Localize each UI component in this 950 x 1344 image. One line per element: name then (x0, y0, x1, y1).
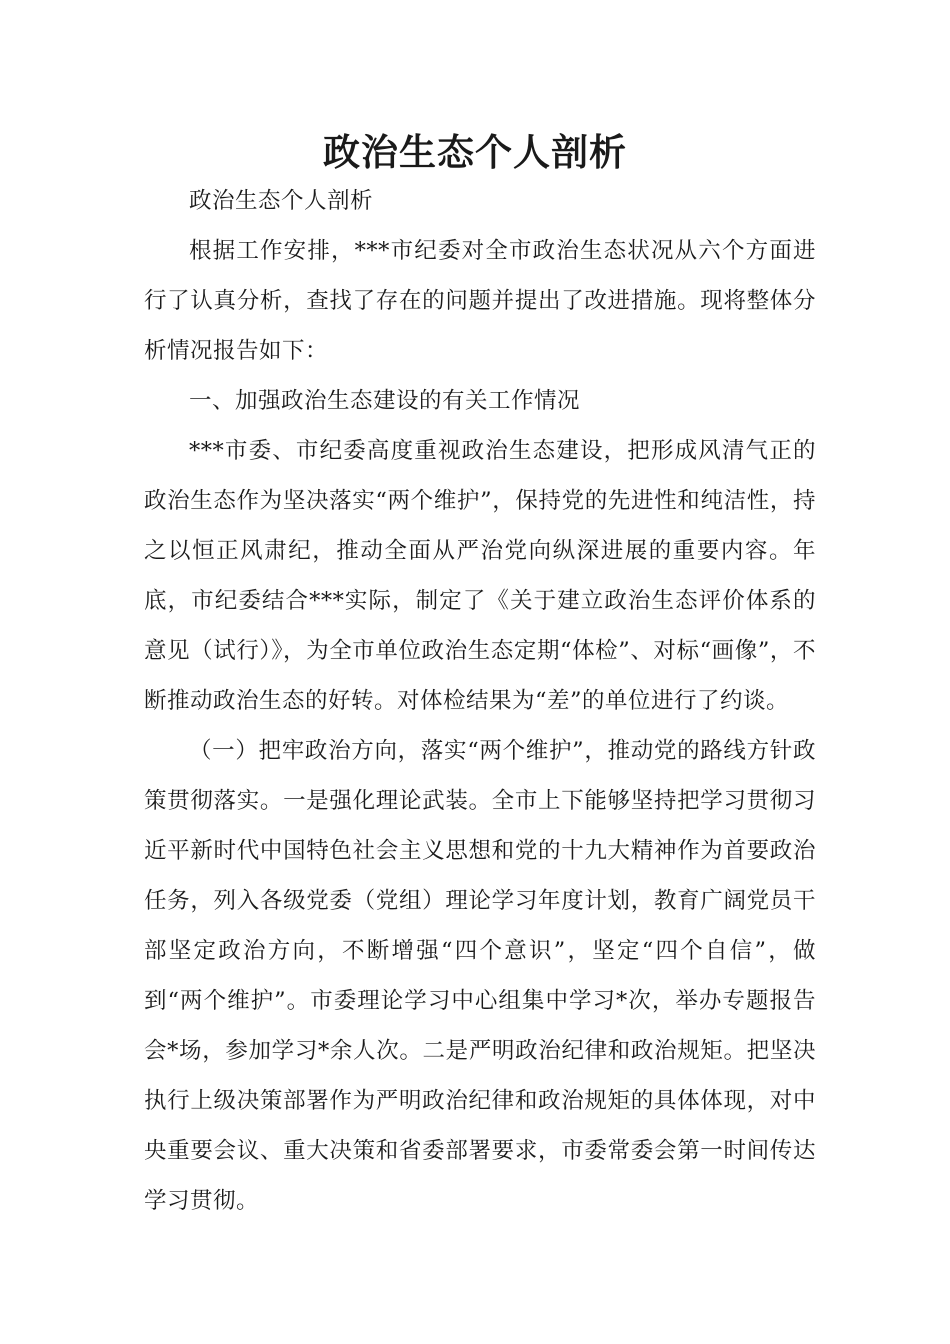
document-body (144, 176, 816, 1226)
paragraph-subtitle: 政治生态个人剖析 (189, 188, 374, 214)
paragraph-overview: ***市委、市纪委高度重视政治生态建设，把形成风清气正的政治生态作为坚决落实“两个维护”，保持党的先进性和纯洁性，持之以恒正风肃纪，推动全面从严治党向纵深进展的重要内容。年底，市纪委结合***实际，制定了《关于建立政治生态评价体系的意见（试行）》，为全市单位政治生态定期“体检”、对标“画像”，不断推动政治生态的好转。对体检结果为“差”的单位进行了约谈。 (144, 438, 816, 714)
paragraph-subsection-1: （一）把牢政治方向，落实“两个维护”，推动党的路线方针政策贯彻落实。一是强化理论武装。全市上下能够坚持把学习贯彻习近平新时代中国特色社会主义思想和党的十九大精神作为首要政治任务，列入各级党委（党组）理论学习年度计划，教育广阔党员干部坚定政治方向，不断增强“四个意识”，坚定“四个自信”，做到“两个维护”。市委理论学习中心组集中学习*次，举办专题报告会*场，参加学习*余人次。二是严明政治纪律和政治规矩。把坚决执行上级决策部署作为严明政治纪律和政治规矩的具体体现，对中央重要会议、重大决策和省委部署要求，市委常委会第一时间传达学习贯彻。 (144, 738, 816, 1214)
document-title: 政治生态个人剖析 (323, 130, 627, 174)
section-heading-1: 一、加强政治生态建设的有关工作情况 (189, 388, 581, 414)
paragraph-intro: 根据工作安排，***市纪委对全市政治生态状况从六个方面进行了认真分析，查找了存在的问题并提出了改进措施。现将整体分析情况报告如下： (144, 238, 816, 364)
